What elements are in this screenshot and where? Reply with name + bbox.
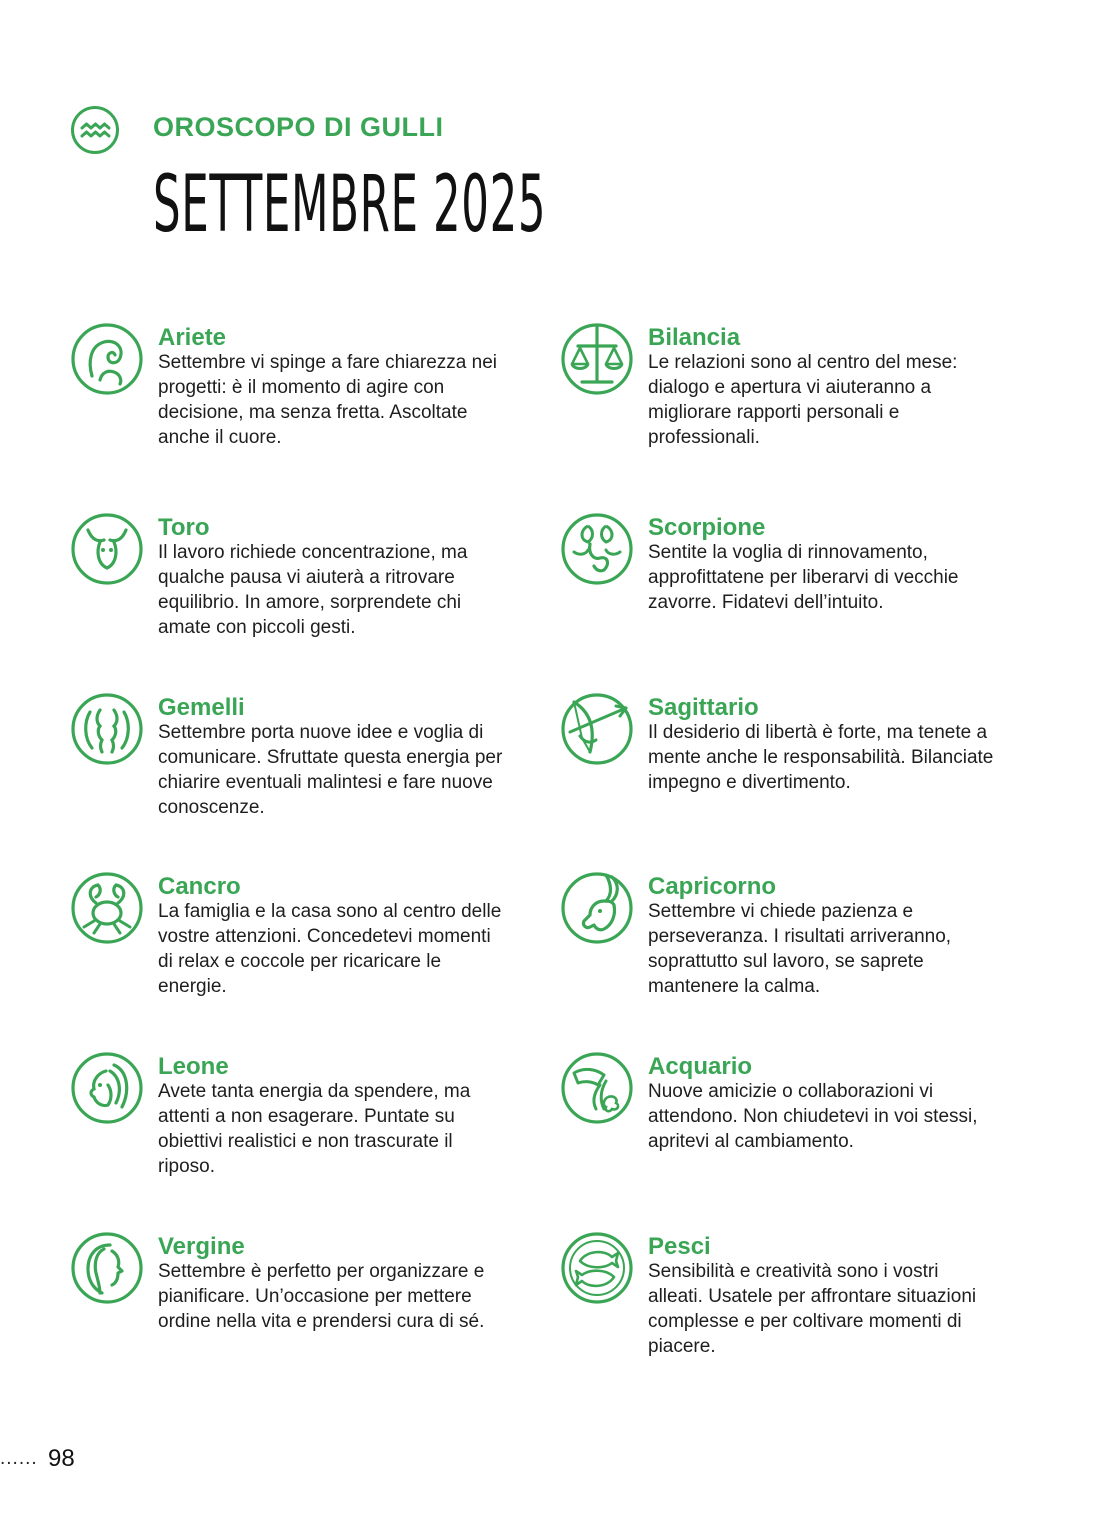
sign-text: Avete tanta energia da spendere, ma attenti a non esagerare. Puntate su obiettivi realistici e non trascurate il riposo. — [158, 1081, 471, 1177]
sign-text: Sensibilità e creatività sono i vostri alleati. Usatele per affrontare situazioni complesse e per coltivare momenti di piacere. — [648, 1261, 977, 1357]
sign-name: Capricorno — [648, 873, 777, 900]
sign-name: Scorpione — [648, 514, 766, 541]
sign-name: Gemelli — [158, 694, 245, 721]
gemini-icon — [70, 692, 144, 766]
virgo-icon — [70, 1231, 144, 1305]
sign-name: Toro — [158, 514, 210, 541]
sign-text: Nuove amicizie o collaborazioni vi attendono. Non chiudetevi in voi stessi, apritevi al cambiamento. — [648, 1081, 978, 1152]
page-title: SETTEMBRE 2025 — [153, 160, 547, 250]
capricorn-icon — [560, 871, 634, 945]
page-number: 98 — [48, 1445, 75, 1472]
sign-name: Ariete — [158, 324, 227, 351]
cancer-icon — [70, 871, 144, 945]
sagittarius-icon — [560, 692, 634, 766]
sign-name: Cancro — [158, 873, 241, 900]
sign-text: Settembre porta nuove idee e voglia di comunicare. Sfruttate questa energia per chiarire eventuali malintesi e fare nuove conoscenze. — [158, 722, 503, 818]
sign-name: Leone — [158, 1053, 229, 1080]
aquarius-icon — [560, 1051, 634, 1125]
aquarius-symbol-icon — [70, 105, 120, 155]
libra-icon — [560, 322, 634, 396]
sign-text: Settembre è perfetto per organizzare e pianificare. Un’occasione per mettere ordine nella vita e prendersi cura di sé. — [158, 1261, 485, 1332]
leo-icon — [70, 1051, 144, 1125]
sign-name: Sagittario — [648, 694, 759, 721]
page-dots: ...... — [0, 1448, 38, 1469]
sign-name: Bilancia — [648, 324, 741, 351]
brand-label: OROSCOPO DI GULLI — [153, 112, 444, 142]
sign-text: La famiglia e la casa sono al centro delle vostre attenzioni. Concedetevi momenti di relax e coccole per ricaricare le energie. — [158, 901, 502, 997]
pisces-icon — [560, 1231, 634, 1305]
sign-text: Il lavoro richiede concentrazione, ma qualche pausa vi aiuterà a ritrovare equilibrio. In amore, sorprendete chi amate con piccoli gesti. — [158, 542, 468, 638]
aries-icon — [70, 322, 144, 396]
sign-name: Acquario — [648, 1053, 753, 1080]
sign-name: Pesci — [648, 1233, 711, 1260]
sign-text: Settembre vi chiede pazienza e perseveranza. I risultati arriveranno, soprattutto sul lavoro, se saprete mantenere la calma. — [648, 901, 952, 997]
taurus-icon — [70, 512, 144, 586]
scorpio-icon — [560, 512, 634, 586]
sign-text: Settembre vi spinge a fare chiarezza nei progetti: è il momento di agire con decisione, ma senza fretta. Ascoltate anche il cuore. — [158, 352, 498, 448]
sign-text: Sentite la voglia di rinnovamento, approfittatene per liberarvi di vecchie zavorre. Fidatevi dell’intuito. — [648, 542, 959, 613]
sign-text: Le relazioni sono al centro del mese: dialogo e apertura vi aiuteranno a migliorare rapporti personali e professionali. — [648, 352, 958, 448]
sign-text: Il desiderio di libertà è forte, ma tenete a mente anche le responsabilità. Bilanciate impegno e divertimento. — [648, 722, 994, 793]
sign-name: Vergine — [158, 1233, 245, 1260]
